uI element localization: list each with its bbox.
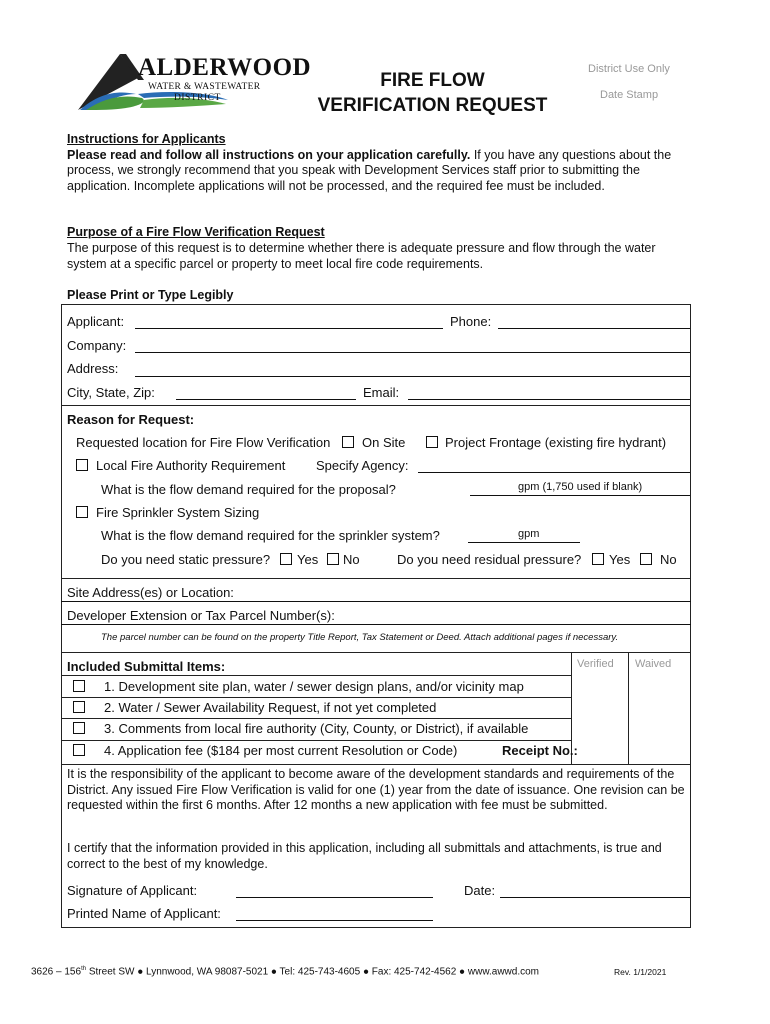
instructions-text: If you have any questions about the process, we strongly recommend that you speak with Development Services staff prior to submitting the application. Incomplete applications will not be processed, and the required fee must be included. [67,147,672,193]
signature-label: Signature of Applicant: [67,883,198,898]
printed-name-field[interactable] [236,920,433,921]
purpose-heading: Purpose of a Fire Flow Verification Request [67,225,325,239]
submittal-3-checkbox[interactable] [73,722,85,734]
email-label: Email: [363,385,400,400]
verified-column-header: Verified [577,658,614,670]
site-address-field[interactable] [61,601,691,602]
reason-heading: Reason for Request: [67,412,195,427]
date-stamp-label: Date Stamp [600,89,659,101]
residual-yes-label: Yes [609,552,631,567]
responsibility-text: It is the responsibility of the applicant to become aware of the development standards and requirements of the District. Any issued Fire Flow Verification is valid for one (1) year from the date of issuance. One revision can be requested within the first 6 months. After 12 months a new application with fee must be submitted. [67,767,685,812]
sprinkler-label: Fire Sprinkler System Sizing [96,505,260,520]
date-label: Date: [464,883,496,898]
applicant-field[interactable] [135,328,443,329]
logo-name: ALDERWOOD [138,54,312,81]
residual-no-label: No [660,552,677,567]
parcel-note: The parcel number can be found on the property Title Report, Tax Statement or Deed. Attach additional pages if necessary. [101,632,619,643]
district-use-label: District Use Only [588,63,670,75]
sprinkler-flow-field[interactable] [468,542,580,543]
date-field[interactable] [500,897,690,898]
applicant-label: Applicant: [67,314,125,329]
instructions-heading: Instructions for Applicants [67,132,226,146]
footer-address-rest: Street SW ● Lynnwood, WA 98087-5021 ● Tel: 425-743-4605 ● Fax: 425-742-4562 ● www.awwd.com [86,966,539,978]
parcel-label: Developer Extension or Tax Parcel Number(s): [67,608,335,623]
footer-contact [31,966,539,977]
district-logo [78,50,312,112]
sprinkler-checkbox[interactable] [76,506,88,518]
specify-agency-field[interactable] [418,472,690,473]
certification-text: I certify that the information provided in this application, including all submittals and attachments, is true and correct to the best of my knowledge. [67,841,662,871]
address-label: Address: [67,361,119,376]
revision-label: Rev. 1/1/2021 [614,967,667,977]
local-fire-authority-label: Local Fire Authority Requirement [96,458,286,473]
parcel-field[interactable] [61,624,691,625]
submittal-2-checkbox[interactable] [73,701,85,713]
logo-sub1: WATER & WASTEWATER [148,82,261,92]
email-field[interactable] [408,399,690,400]
submittals-heading: Included Submittal Items: [67,659,226,674]
printed-name-label: Printed Name of Applicant: [67,906,221,921]
city-field[interactable] [176,399,356,400]
submittal-item-2: 2. Water / Sewer Availability Request, if not yet completed [104,700,437,715]
residual-yes-checkbox[interactable] [592,553,604,565]
on-site-label: On Site [362,435,406,450]
specify-agency-label: Specify Agency: [316,458,409,473]
sprinkler-question: What is the flow demand required for the sprinkler system? [101,528,440,543]
purpose-section [67,224,692,272]
local-fire-authority-checkbox[interactable] [76,459,88,471]
company-field[interactable] [135,352,690,353]
submittal-4-checkbox[interactable] [73,744,85,756]
static-yes-label: Yes [297,552,319,567]
static-no-label: No [343,552,360,567]
instructions-section [67,132,692,194]
submittal-item-3: 3. Comments from local fire authority (City, County, or District), if available [104,721,529,736]
receipt-label: Receipt No.: [502,743,578,758]
submittal-item-4: 4. Application fee ($184 per most current Resolution or Code) [104,743,458,758]
title-line-2: VERIFICATION REQUEST [317,95,548,116]
phone-label: Phone: [450,314,492,329]
page-title [300,68,565,118]
requested-location-label: Requested location for Fire Flow Verification [76,435,331,450]
print-heading: Please Print or Type Legibly [67,288,234,302]
flow-demand-question: What is the flow demand required for the proposal? [101,482,396,497]
flow-demand-field[interactable] [470,495,690,496]
purpose-text: The purpose of this request is to determine whether there is adequate pressure and flow through the water system at a specific parcel or property to meet local fire code requirements. [67,241,656,271]
submittal-1-checkbox[interactable] [73,680,85,692]
company-label: Company: [67,338,127,353]
address-field[interactable] [135,376,690,377]
phone-field[interactable] [498,328,690,329]
footer-address-start: 3626 – 156 [31,966,82,978]
logo-sub2: DISTRICT [174,93,221,103]
residual-pressure-question: Do you need residual pressure? [397,552,582,567]
gpm-label: gpm [518,528,540,540]
static-yes-checkbox[interactable] [280,553,292,565]
waived-column-header: Waived [635,658,672,670]
submittal-item-1: 1. Development site plan, water / sewer design plans, and/or vicinity map [104,679,524,694]
title-line-1: FIRE FLOW [380,70,485,91]
static-pressure-question: Do you need static pressure? [101,552,271,567]
on-site-checkbox[interactable] [342,436,354,448]
residual-no-checkbox[interactable] [640,553,652,565]
signature-field[interactable] [236,897,433,898]
gpm-default-label: gpm (1,750 used if blank) [518,481,643,493]
site-address-label: Site Address(es) or Location: [67,585,234,600]
project-frontage-label: Project Frontage (existing fire hydrant) [445,435,667,450]
instructions-bold-text: Please read and follow all instructions on your application carefully. [67,147,471,162]
footer-sup: th [81,966,87,972]
project-frontage-checkbox[interactable] [426,436,438,448]
city-label: City, State, Zip: [67,385,155,400]
static-no-checkbox[interactable] [327,553,339,565]
